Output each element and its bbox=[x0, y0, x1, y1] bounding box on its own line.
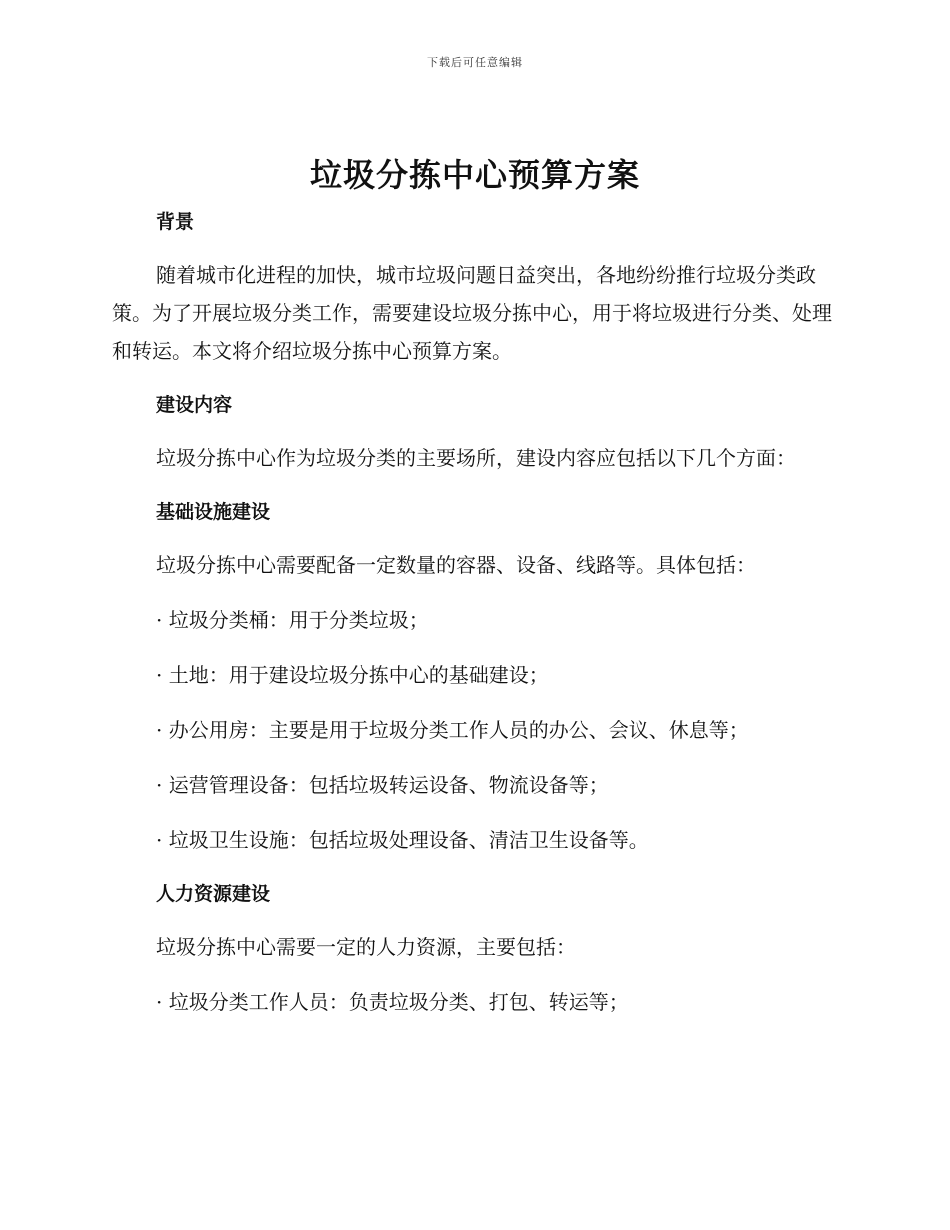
list-item: · 垃圾卫生设施：包括垃圾处理设备、清洁卫生设备等。 bbox=[156, 828, 649, 852]
paragraph-background: 随着城市化进程的加快，城市垃圾问题日益突出，各地纷纷推行垃圾分类政策。为了开展垃圾分类工作，需要建设垃圾分拣中心，用于将垃圾进行分类、处理和转运。本文将介绍垃圾分拣中心预算方案。 bbox=[112, 263, 832, 363]
document-body bbox=[112, 204, 832, 1021]
paragraph-infrastructure-intro: 垃圾分拣中心需要配备一定数量的容器、设备、线路等。具体包括： bbox=[156, 553, 756, 577]
list-item: · 垃圾分类工作人员：负责垃圾分类、打包、转运等； bbox=[156, 990, 629, 1014]
section-heading-human-resources: 人力资源建设 bbox=[156, 883, 271, 905]
paragraph-construction: 垃圾分拣中心作为垃圾分类的主要场所，建设内容应包括以下几个方面： bbox=[156, 446, 796, 470]
section-heading-construction: 建设内容 bbox=[156, 394, 233, 416]
section-heading-background: 背景 bbox=[156, 211, 195, 233]
list-item: · 办公用房：主要是用于垃圾分类工作人员的办公、会议、休息等； bbox=[156, 718, 749, 742]
page-header-note: 下载后可任意编辑 bbox=[427, 56, 523, 69]
paragraph-human-resources-intro: 垃圾分拣中心需要一定的人力资源，主要包括： bbox=[156, 935, 576, 959]
list-item: · 土地：用于建设垃圾分拣中心的基础建设； bbox=[156, 663, 549, 687]
list-item: · 垃圾分类桶：用于分类垃圾； bbox=[156, 608, 429, 632]
list-item: · 运营管理设备：包括垃圾转运设备、物流设备等； bbox=[156, 773, 609, 797]
document-title: 垃圾分拣中心预算方案 bbox=[309, 156, 640, 194]
section-heading-infrastructure: 基础设施建设 bbox=[156, 501, 271, 523]
